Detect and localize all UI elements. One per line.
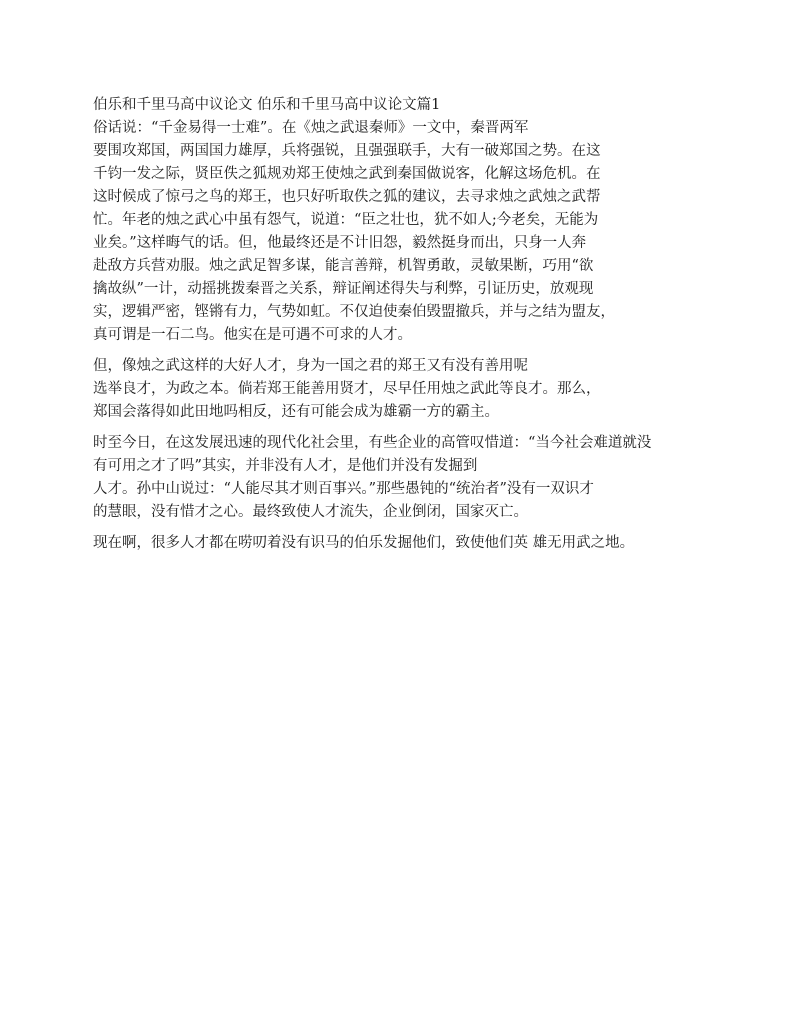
paragraph-2	[93, 355, 713, 424]
text-line: 忙。年老的烛之武心中虽有怨气，说道：“臣之壮也，犹不如人;今老矣，无能为	[93, 212, 599, 228]
text-line: 俗话说：“千金易得一士难”。在《烛之武退秦师》一文中，秦晋两军	[93, 120, 529, 136]
text-line: 但，像烛之武这样的大好人才，身为一国之君的郑王又有没有善用呢	[93, 358, 528, 374]
text-line: 的慧眼，没有惜才之心。最终致使人才流失，企业倒闭，国家灭亡。	[93, 504, 528, 520]
paragraph-3	[93, 432, 713, 524]
text-line: 郑国会落得如此田地吗相反，还有可能会成为雄霸一方的霸主。	[93, 404, 499, 420]
text-line: 要围攻郑国，两国国力雄厚，兵将强锐，且强强联手，大有一破郑国之势。在这	[93, 143, 601, 159]
text-line: 擒故纵”一计，动摇挑拨秦晋之关系，辩证阐述得失与利弊，引证历史，放观现	[93, 281, 594, 297]
text-line: 真可谓是一石二鸟。他实在是可遇不可求的人才。	[93, 327, 412, 343]
text-line: 人才。孙中山说过：“人能尽其才则百事兴。”那些愚钝的“统治者”没有一双识才	[93, 481, 594, 497]
text-line: 时至今日，在这发展迅速的现代化社会里，有些企业的高管叹惜道：“当今社会难道就没	[93, 435, 652, 451]
paragraph-4	[93, 532, 713, 555]
text-line: 有可用之才了吗”其实，并非没有人才，是他们并没有发掘到	[93, 458, 478, 474]
text-line: 千钧一发之际，贤臣佚之狐规劝郑王使烛之武到秦国做说客，化解这场危机。在	[93, 166, 601, 182]
text-line: 这时候成了惊弓之鸟的郑王，也只好听取佚之狐的建议，去寻求烛之武烛之武帮	[93, 189, 601, 205]
text-line: 实，逻辑严密，铿锵有力，气势如虹。不仅迫使秦伯毁盟撤兵，并与之结为盟友，	[93, 304, 615, 320]
text-line: 业矣。”这样晦气的话。但，他最终还是不计旧怨，毅然挺身而出，只身一人奔	[93, 235, 587, 251]
text-line: 赴敌方兵营劝服。烛之武足智多谋，能言善辩，机智勇敢，灵敏果断，巧用“欲	[93, 258, 594, 274]
text-line: 选举良才，为政之本。倘若郑王能善用贤才，尽早任用烛之武此等良才。那么，	[93, 381, 601, 397]
document-title: 伯乐和千里马高中议论文 伯乐和千里马高中议论文篇1	[93, 97, 441, 113]
paragraph-1	[93, 94, 713, 347]
text-line: 现在啊，很多人才都在唠叨着没有识马的伯乐发掘他们，致使他们英 雄无用武之地。	[93, 535, 635, 551]
document-body	[93, 94, 713, 555]
